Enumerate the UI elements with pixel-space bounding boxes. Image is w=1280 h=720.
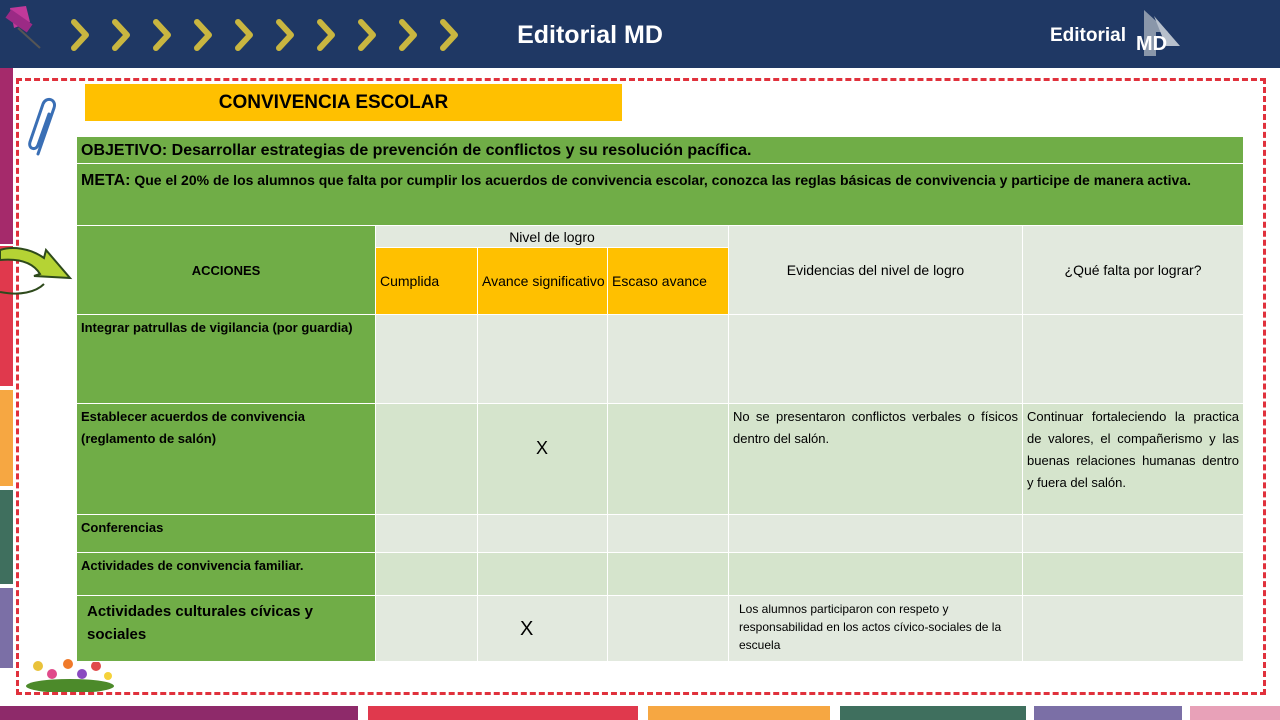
- header-avance-significativo: Avance significativo: [478, 248, 608, 315]
- svg-text:MD: MD: [1136, 33, 1168, 55]
- objective-label: OBJETIVO: [81, 142, 162, 159]
- objective-text: : Desarrollar estrategias de prevención de conflictos y su resolución pacífica.: [161, 142, 752, 159]
- row-2-falta: Continuar fortaleciendo la practica de valores, el compañerismo y las buenas relaciones humanas dentro y fuera del salón.: [1023, 404, 1244, 515]
- row-2-accion: Establecer acuerdos de convivencia (reglamento de salón): [77, 404, 376, 515]
- section-title: CONVIVENCIA ESCOLAR: [85, 84, 622, 121]
- header-que-falta: ¿Qué falta por lograr?: [1023, 226, 1244, 315]
- left-decor-bar: [0, 490, 13, 584]
- bottom-decor-bar: [0, 706, 358, 720]
- row-5-cumplida: [376, 596, 478, 662]
- chevron-icon: [398, 18, 420, 52]
- row-2-cumplida: [376, 404, 478, 515]
- row-2-avance: X: [478, 404, 608, 515]
- row-5-accion: Actividades culturales cívicas y sociales: [77, 596, 376, 662]
- row-3-evidencias: [729, 515, 1023, 553]
- chevron-icon: [316, 18, 338, 52]
- row-1-evidencias: [729, 315, 1023, 404]
- row-3-cumplida: [376, 515, 478, 553]
- logo-icon: [1130, 6, 1186, 60]
- bottom-decor-bar: [648, 706, 830, 720]
- chevron-icon: [275, 18, 297, 52]
- bottom-decor-bar: [368, 706, 638, 720]
- row-1-falta: [1023, 315, 1244, 404]
- header-cumplida: Cumplida: [376, 248, 478, 315]
- objective-row: [77, 137, 1244, 164]
- row-5-avance: X: [478, 596, 608, 662]
- left-decor-bar: [0, 68, 13, 244]
- bottom-decor-bar: [1190, 706, 1280, 720]
- header-nivel-logro: Nivel de logro: [376, 226, 729, 248]
- header-acciones: ACCIONES: [77, 226, 376, 315]
- row-3-accion: Conferencias: [77, 515, 376, 553]
- row-2-evidencias: No se presentaron conflictos verbales o físicos dentro del salón.: [729, 404, 1023, 515]
- bottom-decor-bar: [1034, 706, 1182, 720]
- header-title: Editorial MD: [517, 21, 663, 49]
- pushpin-icon: [4, 4, 44, 50]
- row-1-escaso: [608, 315, 729, 404]
- row-1-accion: Integrar patrullas de vigilancia (por guardia): [77, 315, 376, 404]
- row-1-avance: [478, 315, 608, 404]
- row-5-falta: [1023, 596, 1244, 662]
- meta-text: Que el 20% de los alumnos que falta por cumplir los acuerdos de convivencia escolar, conozca las reglas básicas de convivencia y participe de manera activa.: [130, 172, 1192, 188]
- row-4-cumplida: [376, 553, 478, 596]
- chevron-icon: [152, 18, 174, 52]
- paperclip-icon: [24, 94, 64, 160]
- left-decor-bar: [0, 390, 13, 486]
- curved-arrow-icon: [0, 244, 76, 304]
- header-escaso-avance: Escaso avance: [608, 248, 729, 315]
- chevron-icon: [357, 18, 379, 52]
- row-5-evidencias: Los alumnos participaron con respeto y responsabilidad en los actos cívico-sociales de la escuela: [729, 596, 1023, 662]
- meta-label: META:: [81, 172, 131, 189]
- header-bar: [0, 0, 1280, 68]
- left-decor-bar: [0, 588, 13, 668]
- row-3-escaso: [608, 515, 729, 553]
- logo-text: Editorial: [1050, 25, 1127, 46]
- row-4-escaso: [608, 553, 729, 596]
- editorial-logo: [1046, 6, 1186, 60]
- meta-row: [77, 164, 1244, 226]
- chevron-icon: [234, 18, 256, 52]
- row-4-accion: Actividades de convivencia familiar.: [77, 553, 376, 596]
- row-3-avance: [478, 515, 608, 553]
- chevron-icon: [111, 18, 133, 52]
- row-4-avance: [478, 553, 608, 596]
- header-evidencias: Evidencias del nivel de logro: [729, 226, 1023, 315]
- row-1-cumplida: [376, 315, 478, 404]
- row-3-falta: [1023, 515, 1244, 553]
- row-2-escaso: [608, 404, 729, 515]
- row-4-evidencias: [729, 553, 1023, 596]
- row-4-falta: [1023, 553, 1244, 596]
- chevron-icon: [193, 18, 215, 52]
- chevron-icon: [70, 18, 92, 52]
- bottom-decor-bar: [840, 706, 1026, 720]
- row-5-escaso: [608, 596, 729, 662]
